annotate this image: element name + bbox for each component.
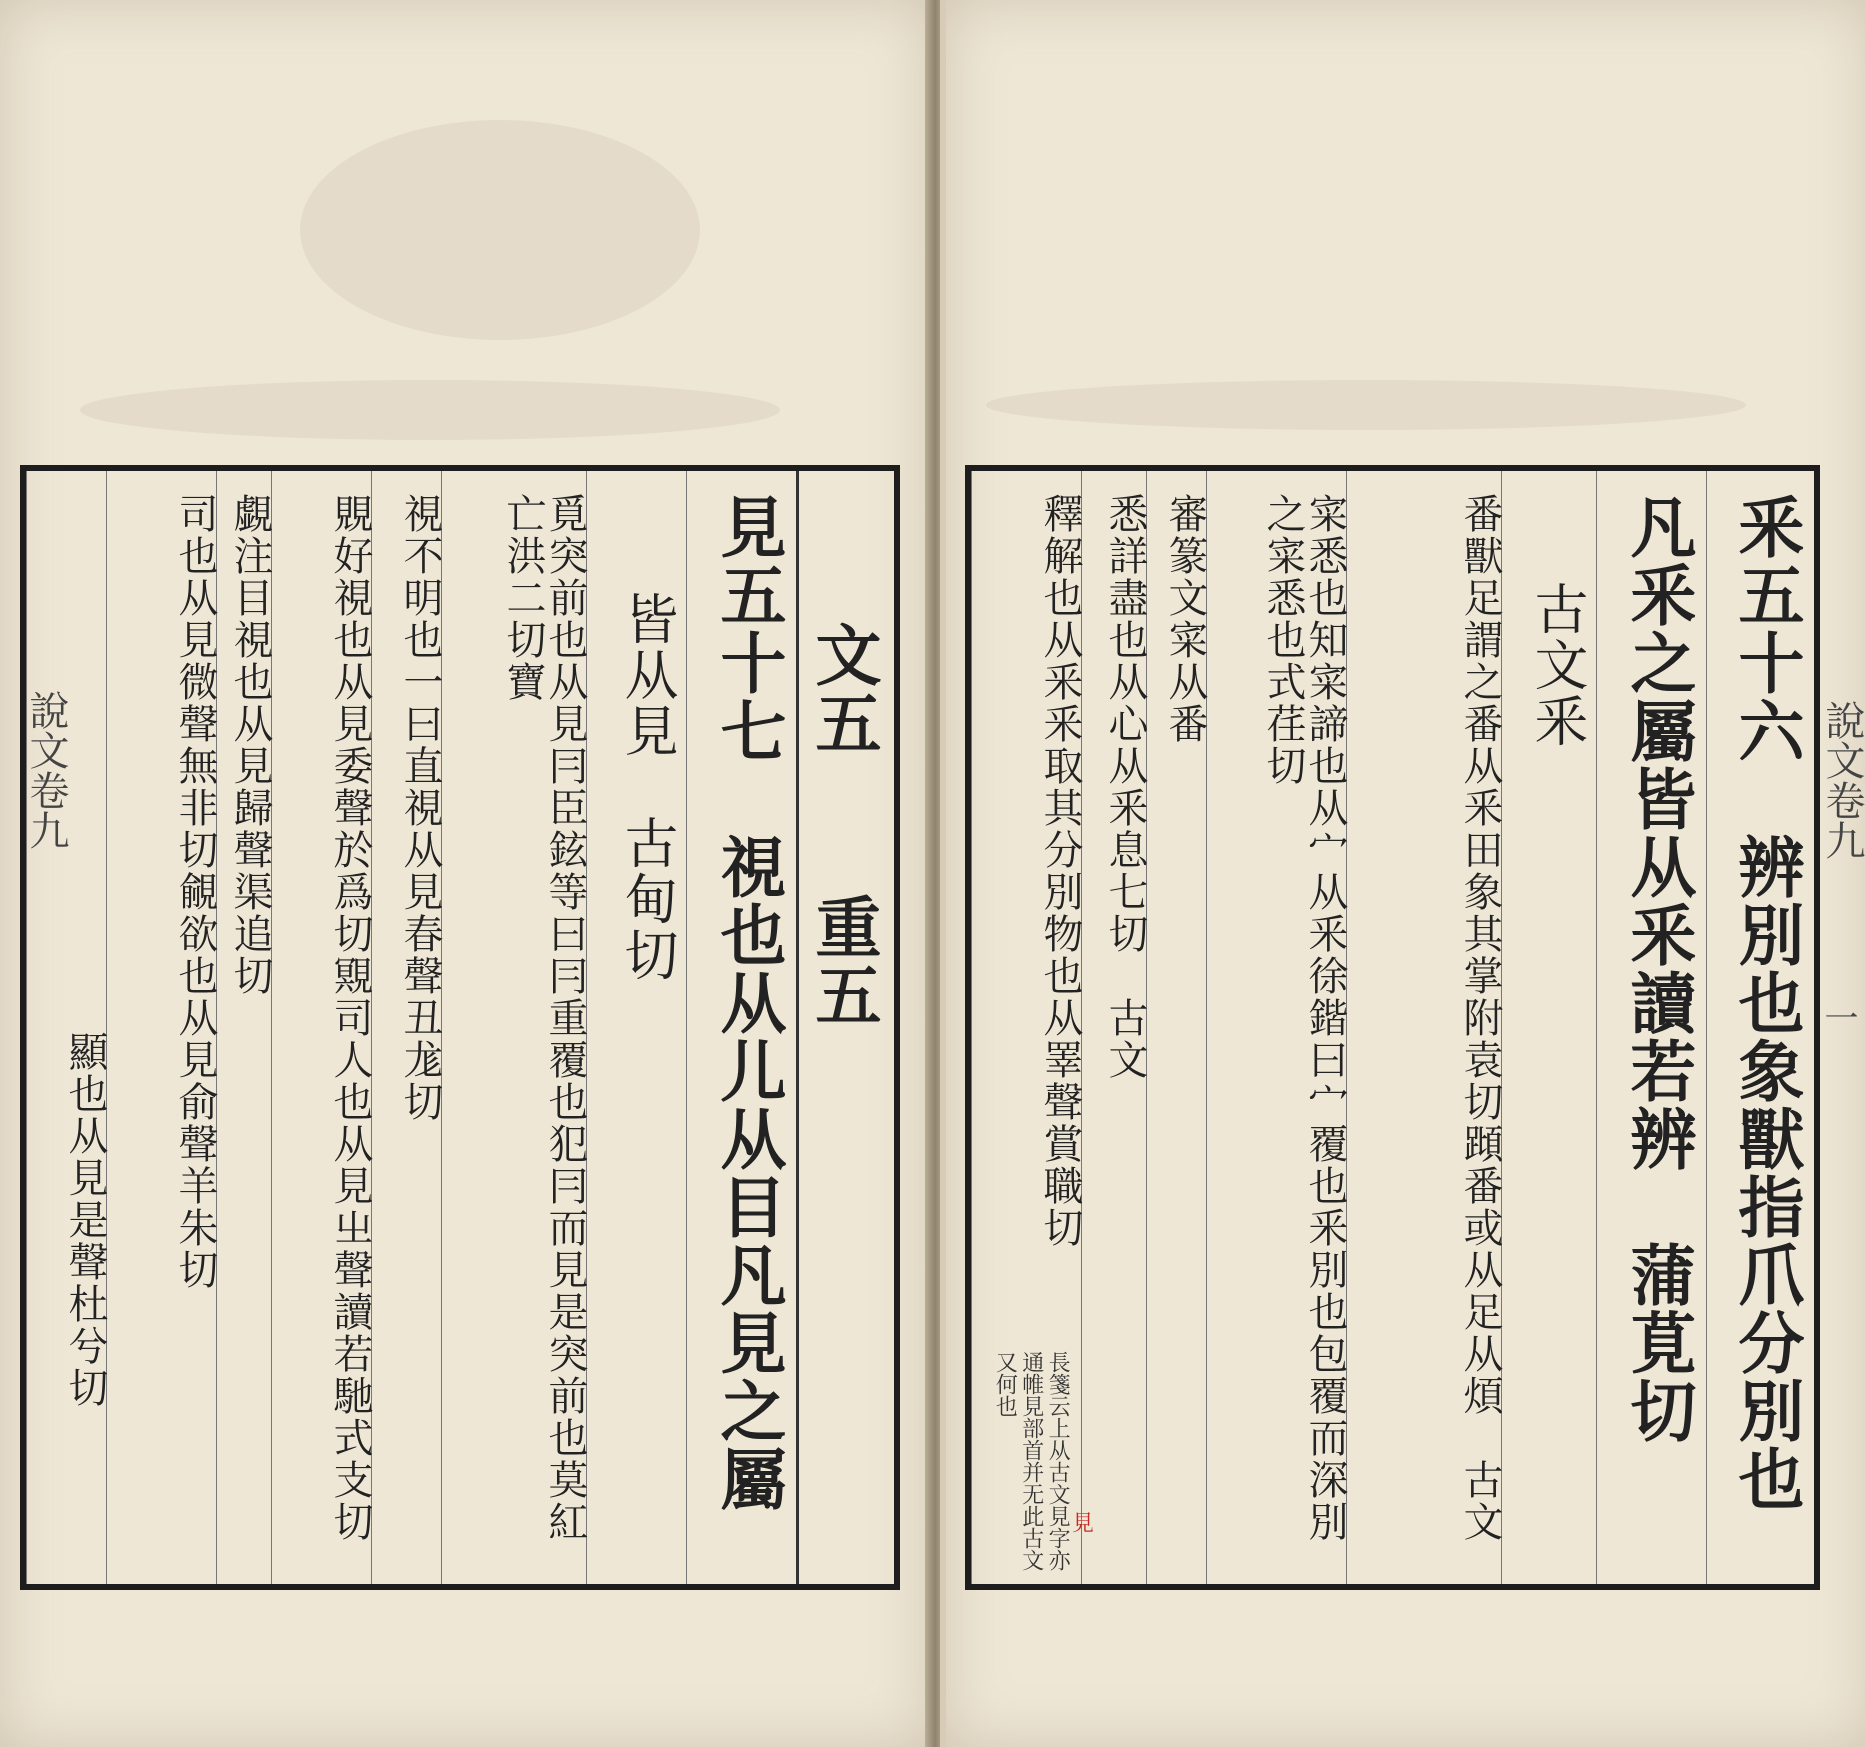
right-page-number: 一: [1818, 1000, 1858, 1034]
left-col-6: 覞好視也从見委聲於爲切覭司人也从見㞢聲讀若馳式支切: [271, 471, 371, 1584]
annotation-red-mark: 見: [1068, 1511, 1094, 1533]
left-col-3: 皆从見 古甸切: [586, 471, 686, 1584]
right-margin-tab: 說文卷九: [1819, 700, 1865, 860]
left-col-1: 文五 重五: [796, 471, 891, 1584]
right-col-2: 凡釆之屬皆从釆讀若辨 蒲莧切: [1596, 471, 1706, 1584]
left-text-frame: [20, 465, 900, 1590]
right-col-1: 釆五十六 辨別也象獸指爪分別也: [1706, 471, 1814, 1584]
left-col-2: 見五十七 視也从儿从目凡見之屬: [686, 471, 796, 1584]
right-col-7: 悉詳盡也从心从釆息七切 古文: [1081, 471, 1146, 1584]
left-col-7: 覷注目視也从見歸聲渠追切: [216, 471, 271, 1584]
right-text-frame: [965, 465, 1820, 1590]
left-col-4: 覓突前也从見冃臣鉉等曰冃重覆也犯冃而見是突前也莫紅亡洪二切寶: [441, 471, 586, 1584]
right-col-8: 釋解也从釆釆取其分別物也从睪聲賞職切: [971, 471, 1081, 1584]
annotation-line-3: 又何也: [992, 1351, 1018, 1417]
left-col-9: 顯也从見是聲杜兮切: [26, 471, 106, 1584]
right-col-6: 審篆文寀从番: [1146, 471, 1206, 1584]
handwritten-annotation: [991, 1351, 1070, 1571]
right-col-3: 古文釆: [1501, 471, 1596, 1584]
right-col-4: 番獸足謂之番从釆田象其掌附袁切蹞番或从足从煩 古文: [1346, 471, 1501, 1584]
annotation-line-1: 長箋云上从古文見字亦: [1045, 1351, 1071, 1571]
annotation-line-2: 通帷見部首并无此古文: [1018, 1351, 1044, 1571]
right-col-5: 寀悉也知寀諦也从宀从釆徐鍇曰宀覆也釆別也包覆而深別之寀悉也式荏切: [1206, 471, 1346, 1584]
left-col-8: 司也从見微聲無非切覦欲也从見俞聲羊朱切: [106, 471, 216, 1584]
left-col-5: 視不明也一曰直視从見春聲丑尨切: [371, 471, 441, 1584]
left-margin-tab: 說文卷九: [23, 690, 69, 850]
